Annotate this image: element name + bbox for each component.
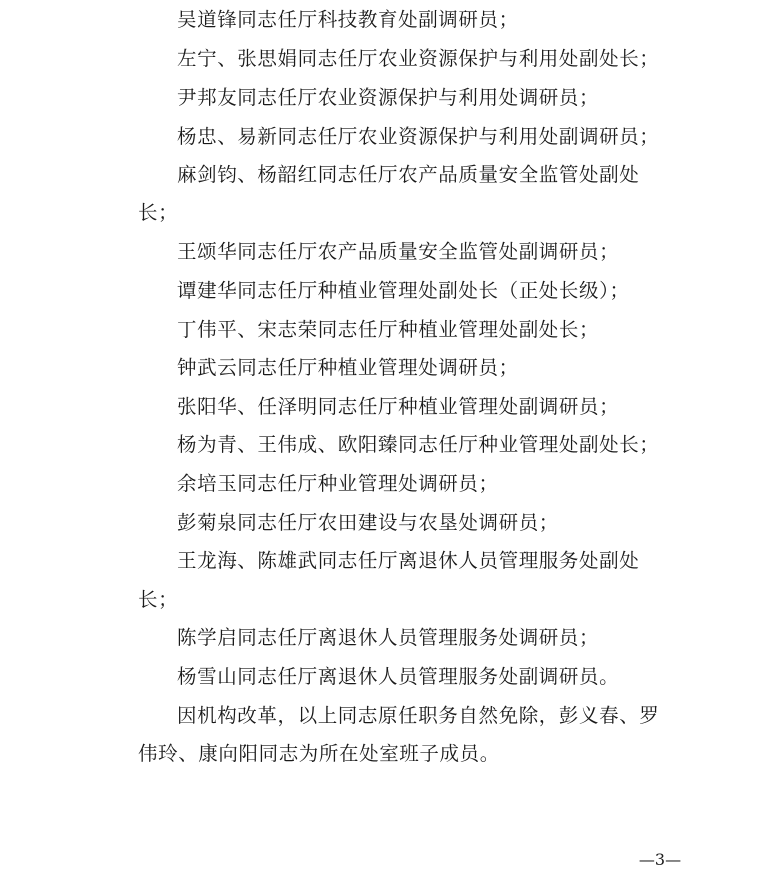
- text-line: 张阳华、任泽明同志任厅种植业管理处副调研员；: [177, 395, 620, 418]
- page-number: —3—: [638, 850, 682, 869]
- text-line: 麻剑钧、杨韶红同志任厅农产品质量安全监管处副处: [177, 163, 640, 186]
- text-line: 伟玲、康向阳同志为所在处室班子成员。: [138, 742, 500, 765]
- text-line: 吴道锋同志任厅科技教育处副调研员；: [177, 8, 519, 31]
- text-line: 因机构改革，以上同志原任职务自然免除，彭义春、罗: [177, 704, 660, 727]
- text-line: 丁伟平、宋志荣同志任厅种植业管理处副处长；: [177, 318, 600, 341]
- text-line: 谭建华同志任厅种植业管理处副处长（正处长级）；: [177, 279, 630, 302]
- text-line: 彭菊泉同志任厅农田建设与农垦处调研员；: [177, 511, 559, 534]
- text-line: 钟武云同志任厅种植业管理处调研员；: [177, 356, 519, 379]
- text-line: 尹邦友同志任厅农业资源保护与利用处调研员；: [177, 86, 600, 109]
- text-line: 陈学启同志任厅离退休人员管理服务处调研员；: [177, 626, 600, 649]
- text-line: 长；: [138, 201, 179, 224]
- text-line: 王颂华同志任厅农产品质量安全监管处副调研员；: [177, 240, 620, 263]
- text-line: 左宁、张思娟同志任厅农业资源保护与利用处副处长；: [177, 47, 660, 70]
- text-line: 杨雪山同志任厅离退休人员管理服务处副调研员。: [177, 665, 620, 688]
- text-line: 长；: [138, 588, 179, 611]
- text-line: 杨为青、王伟成、欧阳臻同志任厅种业管理处副处长；: [177, 433, 660, 456]
- text-line: 杨忠、易新同志任厅农业资源保护与利用处副调研员；: [177, 125, 660, 148]
- text-line: 王龙海、陈雄武同志任厅离退休人员管理服务处副处: [177, 549, 640, 572]
- text-line: 余培玉同志任厅种业管理处调研员；: [177, 472, 499, 495]
